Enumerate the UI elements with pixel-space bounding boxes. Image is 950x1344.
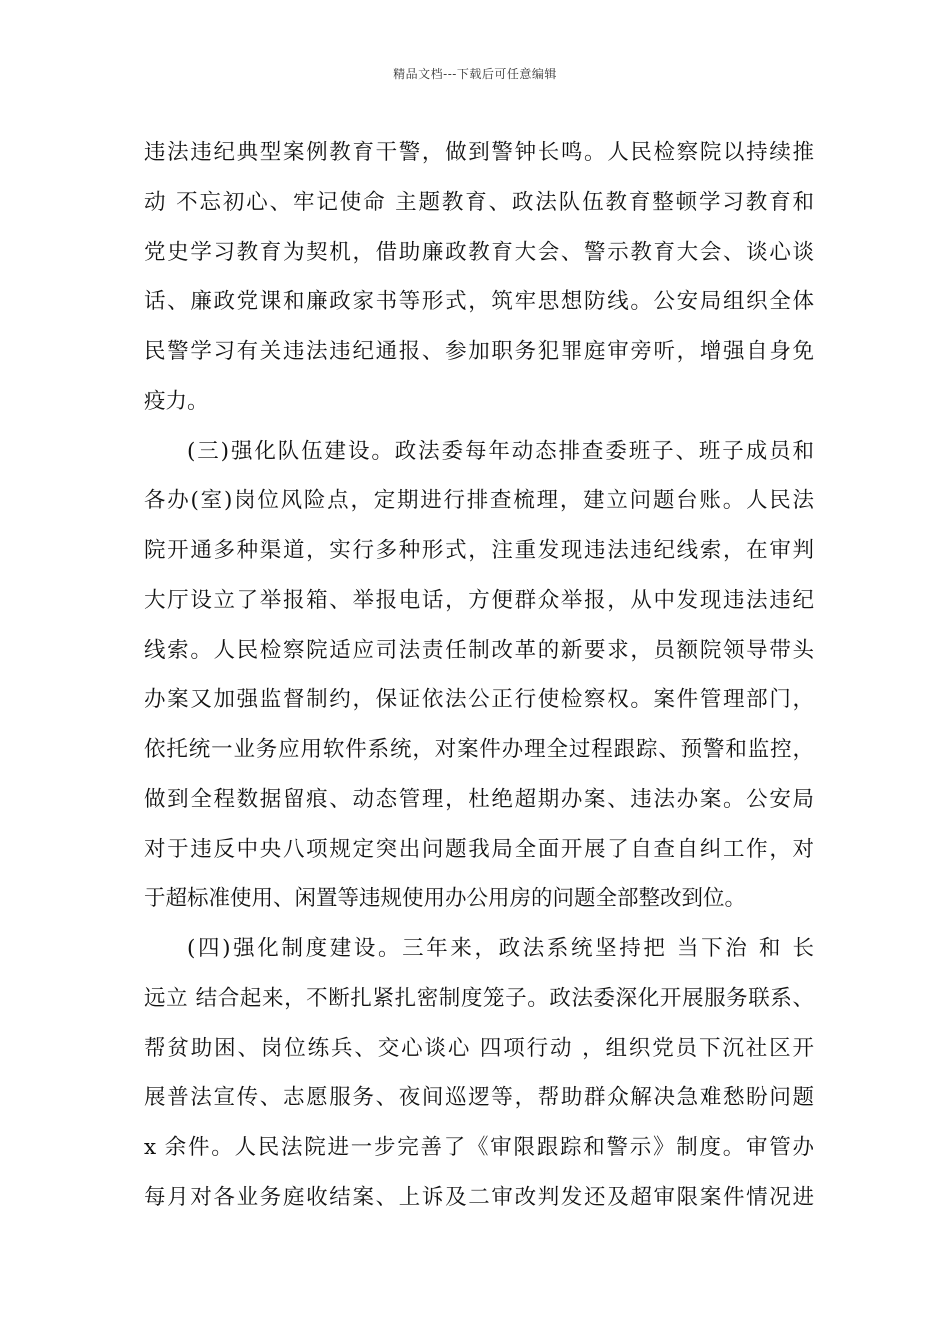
text-line: (四)强化制度建设。三年来，政法系统坚持把 当下治 和 长 <box>187 936 814 961</box>
document-body <box>144 128 814 1223</box>
text-line: 违法违纪典型案例教育干警，做到警钟长鸣。人民检察院以持续推 <box>144 140 814 165</box>
text-line: x 余件。人民法院进一步完善了《审限跟踪和警示》制度。审管办 <box>144 1135 814 1160</box>
text-line: 每月对各业务庭收结案、上诉及二审改判发还及超审限案件情况进 <box>144 1184 814 1210</box>
text-line: 展普法宣传、志愿服务、夜间巡逻等，帮助群众解决急难愁盼问题 <box>144 1085 814 1111</box>
text-line: 院开通多种渠道，实行多种形式，注重发现违法违纪线索，在审判 <box>144 538 814 563</box>
text-line: (三)强化队伍建设。政法委每年动态排查委班子、班子成员和 <box>187 438 814 464</box>
text-line: 帮贫助困、岗位练兵、交心谈心 四项行动 ，组织党员下沉社区开 <box>144 1035 814 1061</box>
text-line: 对于违反中央八项规定突出问题我局全面开展了自查自纠工作，对 <box>144 836 814 862</box>
text-line: 依托统一业务应用软件系统，对案件办理全过程跟踪、预警和监控， <box>144 737 814 762</box>
text-line: 线索。人民检察院适应司法责任制改革的新要求，员额院领导带头 <box>144 637 814 663</box>
text-line: 远立 结合起来，不断扎紧扎密制度笼子。政法委深化开展服务联系、 <box>144 985 814 1011</box>
page-header: 精品文档---下载后可任意编辑 <box>393 67 557 81</box>
text-line: 做到全程数据留痕、动态管理，杜绝超期办案、违法办案。公安局 <box>144 786 814 812</box>
text-line: 党史学习教育为契机，借助廉政教育大会、警示教育大会、谈心谈 <box>144 239 814 265</box>
text-line: 大厅设立了举报箱、举报电话，方便群众举报，从中发现违法违纪 <box>144 587 814 613</box>
text-line: 话、廉政党课和廉政家书等形式，筑牢思想防线。公安局组织全体 <box>144 289 814 315</box>
text-line: 民警学习有关违法违纪通报、参加职务犯罪庭审旁听，增强自身免 <box>144 339 814 364</box>
text-line: 疫力。 <box>144 388 209 414</box>
text-line: 于超标准使用、闲置等违规使用办公用房的问题全部整改到位。 <box>144 886 747 912</box>
text-line: 各办(室)岗位风险点，定期进行排查梳理，建立问题台账。人民法 <box>144 488 814 514</box>
text-line: 办案又加强监督制约，保证依法公正行使检察权。案件管理部门， <box>144 687 814 713</box>
text-line: 动 不忘初心、牢记使命 主题教育、政法队伍教育整顿学习教育和 <box>144 189 814 215</box>
